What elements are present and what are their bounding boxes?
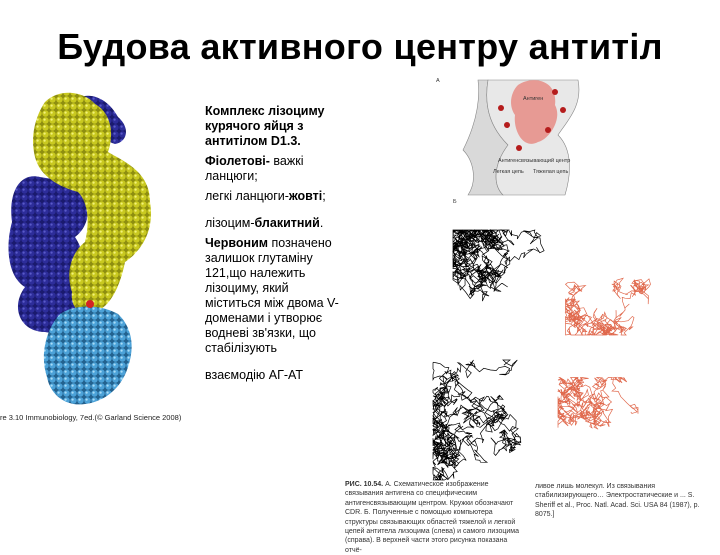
glutamine-residue-marker [86, 300, 94, 308]
caption-right: ливое лишь молекул. Из связывания стабилизирующего… Электростатические и ... S. Sheriff et al., Proc. Natl. Acad. Sci. USA 84 (1987), p. 8075.] [535, 483, 700, 519]
yellow-suffix: ; [322, 189, 326, 203]
antibody-lysozyme-model-image [0, 82, 182, 427]
heavy-chain-label: Тяжелая цепь [533, 169, 569, 175]
lyso-text: лізоцим- [205, 216, 255, 230]
lysozyme-trace-top [566, 278, 651, 335]
antibody-trace-bottom [433, 360, 521, 480]
caption-left-text: А. Схематическое изображение связывания антигена со специфическим антигенсвязывающим центром. Кружки обозначают CDR. Б. Полученные с помощью компьютера структуры связывающих областей тяжелой и легкой цепей антитела лизоцима (слева) и самого лизоцима (справа). В верхней части этого рисунка показана отчё- [345, 481, 519, 554]
yellow-line [205, 189, 340, 204]
blue-line [205, 216, 340, 231]
violet-text: важкі ланцюги; [205, 154, 304, 183]
lysozyme-trace-bottom [558, 378, 638, 430]
antigen-label: Антиген [523, 96, 544, 102]
caption-label: РИС. 10.54. [345, 481, 384, 488]
red-line [205, 236, 340, 356]
textbook-figure [343, 70, 720, 540]
red-label: Червоним [205, 236, 269, 250]
blue-label: блакитний [254, 216, 320, 230]
light-text: легкі ланцюги- [205, 189, 289, 203]
description-title: Комплекс лізоциму курячого яйця з антитілом D1.3. [205, 104, 325, 148]
binding-site-label: Антигенсвязывающий центр [498, 158, 571, 164]
caption-left [345, 480, 525, 555]
figure-caption [345, 480, 720, 554]
violet-line [205, 154, 340, 184]
blue-suffix: . [319, 216, 324, 230]
violet-label: Фіолетові- [205, 154, 270, 168]
light-chain-label: Легкая цепь [493, 169, 524, 175]
lysozyme-shape [44, 307, 132, 405]
description-block [205, 104, 340, 383]
image-credit: re 3.10 Immunobiology, 7ed.(© Garland Science 2008) [0, 413, 182, 422]
yellow-label: жовті [288, 189, 323, 203]
red-text: позначено залишок глутаміну 121,що належить лізоциму, який міститься між двома V-доменами і утворює водневі зв'язки, що стабілізують [205, 236, 339, 355]
antibody-trace-top [453, 230, 544, 301]
slide-title: Будова активного центру антитіл [57, 26, 663, 67]
figure-label-a: А [436, 78, 440, 84]
last-line: взаємодію АГ-АТ [205, 368, 304, 382]
stereo-traces [433, 230, 651, 480]
figure-label-b: Б [453, 199, 457, 205]
binding-site-schematic [463, 80, 579, 195]
